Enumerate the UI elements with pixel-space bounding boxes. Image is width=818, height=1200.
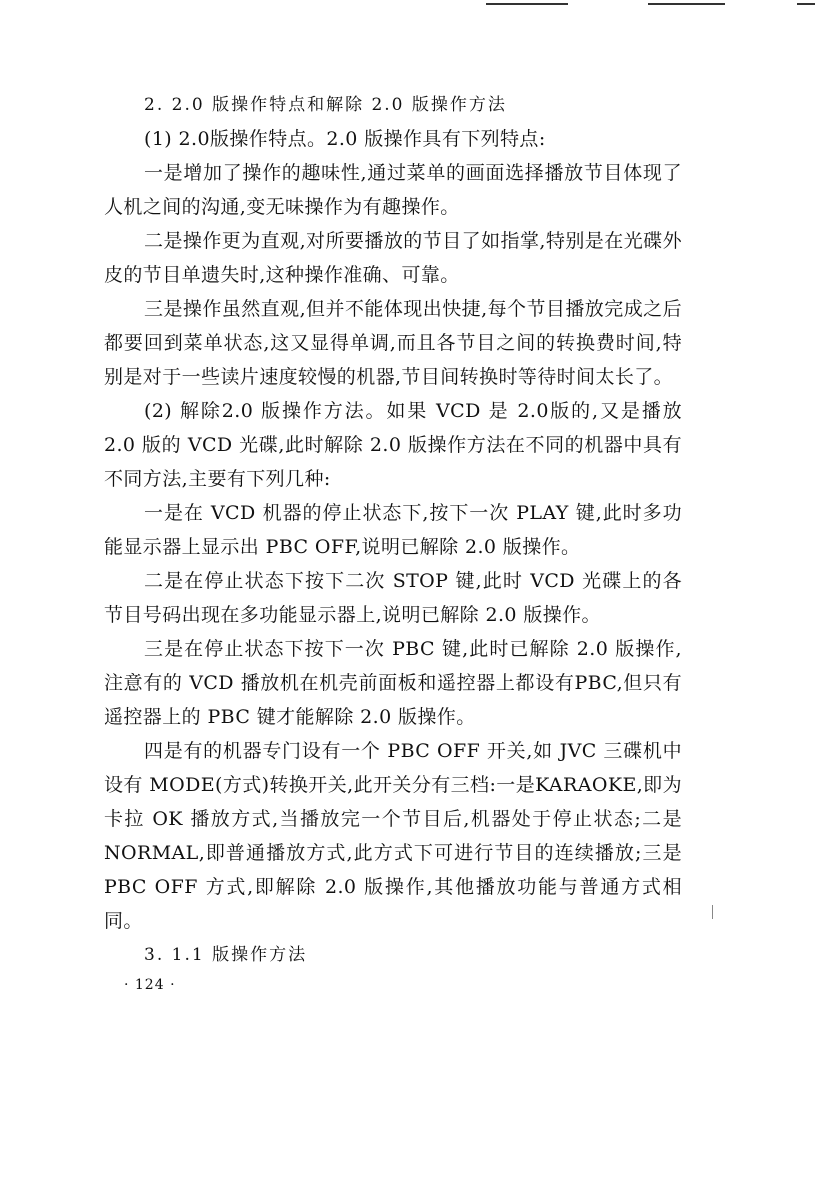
paragraph: 三是操作虽然直观,但并不能体现出快捷,每个节目播放完成之后都要回到菜单状态,这又显得单调,而且各节目之间的转换费时间,特别是对于一些读片速度较慢的机器,节目间转换时等待时间太长了。 (104, 298, 682, 388)
section-heading: 2. 2.0 版操作特点和解除 2.0 版操作方法 (144, 95, 507, 115)
paragraph: 一是增加了操作的趣味性,通过菜单的画面选择播放节目体现了人机之间的沟通,变无味操作为有趣操作。 (104, 162, 682, 218)
scan-artifact (712, 905, 713, 919)
scan-edge-mark (797, 3, 815, 5)
paragraph: 二是在停止状态下按下二次 STOP 键,此时 VCD 光碟上的各节目号码出现在多功能显示器上,说明已解除 2.0 版操作。 (104, 570, 682, 626)
paragraph: (2) 解除2.0 版操作方法。如果 VCD 是 2.0版的,又是播放 2.0 版的 VCD 光碟,此时解除 2.0 版操作方法在不同的机器中具有不同方法,主要有下列几种: (104, 400, 682, 490)
next-section-heading: 3. 1.1 版操作方法 (144, 945, 308, 965)
scan-edge-mark (486, 3, 568, 5)
paragraph: 二是操作更为直观,对所要播放的节目了如指掌,特别是在光碟外皮的节目单遗失时,这种操作准确、可靠。 (104, 230, 682, 286)
paragraph: (1) 2.0版操作特点。2.0 版操作具有下列特点: (144, 128, 546, 150)
page-number: · 124 · (124, 977, 176, 993)
page-body (104, 88, 682, 972)
paragraph: 三是在停止状态下按下一次 PBC 键,此时已解除 2.0 版操作,注意有的 VCD 播放机在机壳前面板和遥控器上都设有PBC,但只有遥控器上的 PBC 键才能解除 2.0 版操作。 (104, 638, 682, 728)
paragraph: 一是在 VCD 机器的停止状态下,按下一次 PLAY 键,此时多功能显示器上显示出 PBC OFF,说明已解除 2.0 版操作。 (104, 502, 682, 558)
paragraph: 四是有的机器专门设有一个 PBC OFF 开关,如 JVC 三碟机中设有 MODE(方式)转换开关,此开关分有三档:一是KARAOKE,即为卡拉 OK 播放方式,当播放完一个节目后,机器处于停止状态;二是 NORMAL,即普通播放方式,此方式下可进行节目的连续播放;三是 PBC OFF 方式,即解除 2.0 版操作,其他播放功能与普通方式相同。 (104, 740, 682, 932)
scan-edge-mark (648, 3, 725, 5)
